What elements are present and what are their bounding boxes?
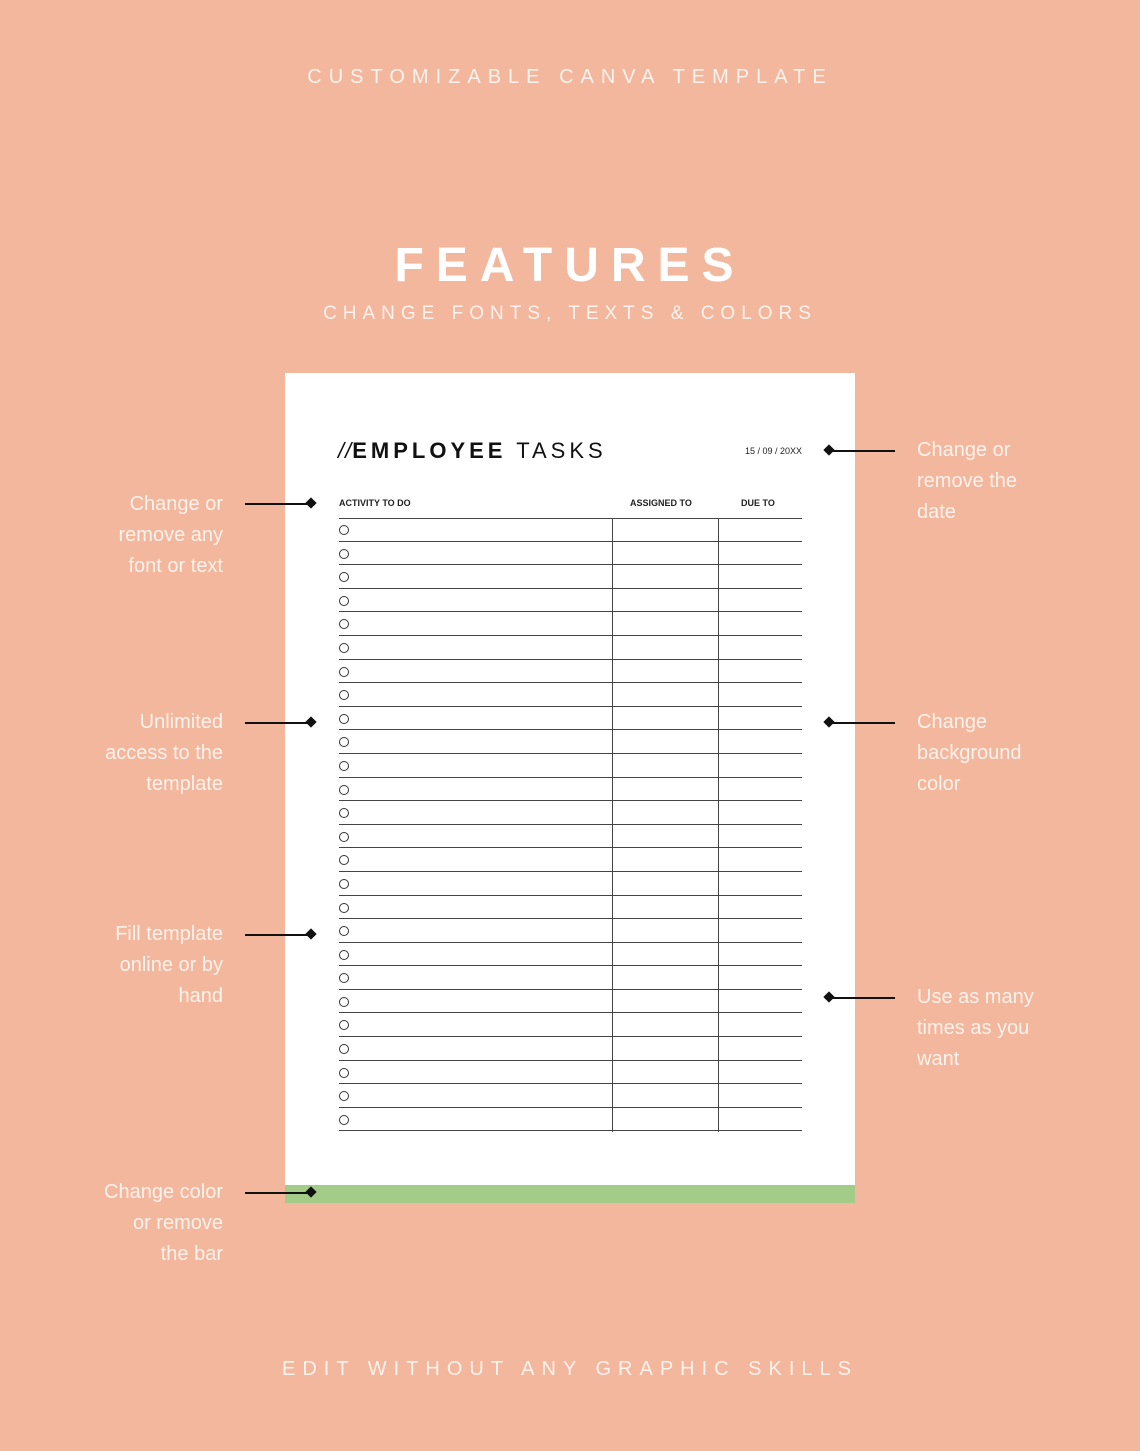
task-row bbox=[339, 660, 802, 684]
task-row bbox=[339, 612, 802, 636]
checkbox-circle-icon bbox=[339, 903, 349, 913]
checkbox-circle-icon bbox=[339, 1020, 349, 1030]
task-row bbox=[339, 589, 802, 613]
task-row bbox=[339, 754, 802, 778]
checkbox-circle-icon bbox=[339, 1044, 349, 1054]
checkbox-circle-icon bbox=[339, 1115, 349, 1125]
checkbox-circle-icon bbox=[339, 808, 349, 818]
task-row bbox=[339, 801, 802, 825]
checkbox-circle-icon bbox=[339, 525, 349, 535]
task-table bbox=[339, 518, 802, 1131]
note-text: Fill template online or by hand bbox=[115, 923, 223, 1007]
task-row bbox=[339, 919, 802, 943]
note-text: Use as many times as you want bbox=[917, 986, 1034, 1070]
features-title: FEATURES bbox=[394, 239, 746, 292]
checkbox-circle-icon bbox=[339, 761, 349, 771]
note-fill-template bbox=[23, 919, 223, 1012]
features-subtitle: CHANGE FONTS, TEXTS & COLORS bbox=[323, 303, 817, 324]
title-light: TASKS bbox=[516, 438, 607, 463]
task-row bbox=[339, 518, 802, 542]
checkbox-circle-icon bbox=[339, 926, 349, 936]
template-date: 15 / 09 / 20XX bbox=[744, 446, 802, 456]
task-row bbox=[339, 990, 802, 1014]
column-header-activity: ACTIVITY TO DO bbox=[339, 498, 411, 508]
note-change-text bbox=[23, 489, 223, 582]
task-row bbox=[339, 872, 802, 896]
pointer-unlimited-access bbox=[245, 722, 315, 724]
checkbox-circle-icon bbox=[339, 643, 349, 653]
note-background-color bbox=[917, 707, 1117, 800]
task-row bbox=[339, 1108, 802, 1132]
task-row bbox=[339, 542, 802, 566]
task-row bbox=[339, 1013, 802, 1037]
note-unlimited-access bbox=[23, 707, 223, 800]
note-change-date bbox=[917, 435, 1117, 528]
checkbox-circle-icon bbox=[339, 737, 349, 747]
task-row bbox=[339, 730, 802, 754]
table-top-rule bbox=[339, 518, 802, 519]
checkbox-circle-icon bbox=[339, 690, 349, 700]
task-row bbox=[339, 683, 802, 707]
checkbox-circle-icon bbox=[339, 1091, 349, 1101]
checkbox-circle-icon bbox=[339, 1068, 349, 1078]
task-row bbox=[339, 565, 802, 589]
pointer-change-bar bbox=[245, 1192, 315, 1194]
pointer-change-text bbox=[245, 503, 315, 505]
title-prefix: // bbox=[338, 438, 353, 463]
checkbox-circle-icon bbox=[339, 596, 349, 606]
checkbox-circle-icon bbox=[339, 785, 349, 795]
task-row bbox=[339, 848, 802, 872]
checkbox-circle-icon bbox=[339, 855, 349, 865]
accent-bar bbox=[285, 1185, 855, 1203]
task-row bbox=[339, 1084, 802, 1108]
column-header-assigned: ASSIGNED TO bbox=[630, 498, 692, 508]
top-tagline: CUSTOMIZABLE CANVA TEMPLATE bbox=[307, 66, 833, 88]
template-title bbox=[338, 438, 607, 464]
template-sheet bbox=[285, 373, 855, 1203]
checkbox-circle-icon bbox=[339, 549, 349, 559]
checkbox-circle-icon bbox=[339, 714, 349, 724]
checkbox-circle-icon bbox=[339, 619, 349, 629]
pointer-background-color bbox=[825, 722, 895, 724]
checkbox-circle-icon bbox=[339, 832, 349, 842]
task-row bbox=[339, 943, 802, 967]
task-row bbox=[339, 896, 802, 920]
note-text: Unlimited access to the template bbox=[105, 711, 223, 795]
note-use-many-times bbox=[917, 982, 1117, 1075]
checkbox-circle-icon bbox=[339, 572, 349, 582]
note-change-bar bbox=[23, 1177, 223, 1270]
task-row bbox=[339, 778, 802, 802]
note-text: Change background color bbox=[917, 711, 1022, 795]
task-row bbox=[339, 966, 802, 990]
bottom-tagline: EDIT WITHOUT ANY GRAPHIC SKILLS bbox=[282, 1358, 858, 1380]
column-divider-due bbox=[718, 518, 719, 1132]
note-text: Change color or remove the bar bbox=[104, 1181, 223, 1265]
title-bold: EMPLOYEE bbox=[352, 438, 507, 463]
checkbox-circle-icon bbox=[339, 997, 349, 1007]
task-row bbox=[339, 1061, 802, 1085]
column-divider-assigned bbox=[612, 518, 613, 1132]
pointer-use-many-times bbox=[825, 997, 895, 999]
checkbox-circle-icon bbox=[339, 950, 349, 960]
task-row bbox=[339, 636, 802, 660]
column-header-due: DUE TO bbox=[741, 498, 775, 508]
note-text: Change or remove the date bbox=[917, 439, 1018, 523]
checkbox-circle-icon bbox=[339, 879, 349, 889]
task-row bbox=[339, 707, 802, 731]
task-row bbox=[339, 1037, 802, 1061]
note-text: Change or remove any font or text bbox=[118, 493, 223, 577]
pointer-fill-template bbox=[245, 934, 315, 936]
task-row bbox=[339, 825, 802, 849]
pointer-change-date bbox=[825, 450, 895, 452]
checkbox-circle-icon bbox=[339, 667, 349, 677]
checkbox-circle-icon bbox=[339, 973, 349, 983]
